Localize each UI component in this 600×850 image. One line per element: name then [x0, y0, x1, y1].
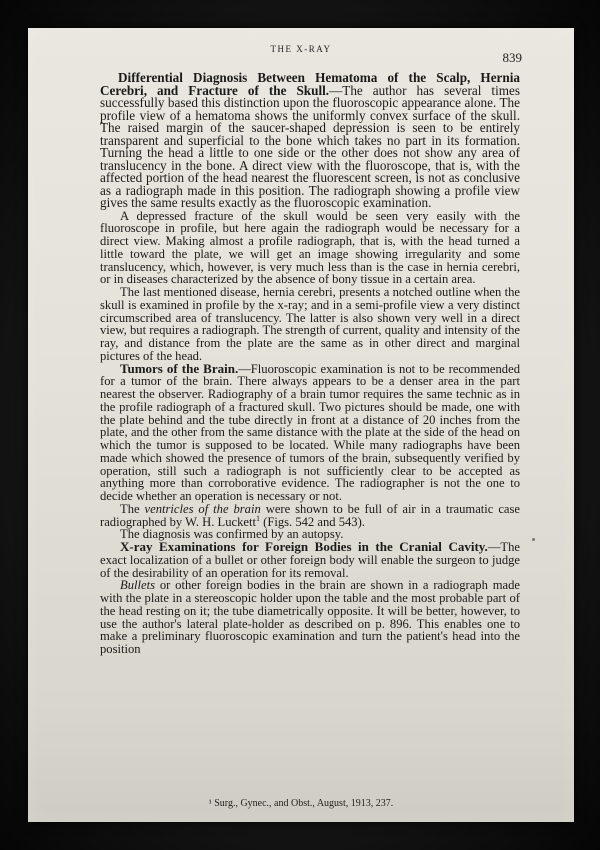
section-foreign-bodies — [100, 541, 520, 579]
footnote: ¹ Surg., Gynec., and Obst., August, 1913, 237. — [208, 798, 394, 809]
paragraph-bullets — [100, 579, 520, 656]
text-span: or other foreign bodies in the brain are shown in a radiograph made with the plate in a stereoscopic holder upon the table and the most probable part of the head resting on it; the tube diametrically opposite. It will be better, however, to use the author's lateral plate-holder as described on p. 896. This enables one to make a preliminary fluoroscopic examination and turn the patient's head into the position — [100, 578, 520, 656]
footnote-ref: 1 — [255, 513, 260, 523]
paragraph-text: —The exact localization of a bullet or other foreign body will enable the surgeon to judge of the desirability of an operation for its removal. — [100, 540, 520, 580]
section-title: Tumors of the Brain. — [120, 360, 239, 376]
paragraph: A depressed fracture of the skull would be seen very easily with the fluoroscope in profile, but here again the radiograph would be necessary for a direct view. Making almost a profile radiograph, that is, with the head turned a little toward the plate, we will get an image showing irregularity and some translucency, which, however, is very much less than is the case in hernia cerebri, or in diseases characterized by the absence of bony tissue in a certain area. — [100, 208, 520, 287]
running-head: THE X-RAY — [270, 44, 332, 54]
book-page — [28, 28, 574, 822]
section-heading-differential-diagnosis — [100, 72, 520, 210]
text-span: The — [120, 501, 145, 516]
paragraph-ventricles — [100, 503, 520, 529]
italic-term: ventricles of the brain — [144, 501, 261, 516]
section-title: Differential Diagnosis Between Hematoma of the Scalp, Hernia Cerebri, and Fracture of the Skull. — [100, 70, 520, 98]
paragraph: The diagnosis was confirmed by an autopsy. — [120, 527, 344, 542]
text-span: were shown to be full of air in a traumatic case radiographed by W. H. Luckett — [100, 501, 521, 529]
paper-speck — [532, 538, 535, 541]
page-number: 839 — [502, 50, 522, 65]
paragraph: —The author has several times successfully based this distinction upon the fluoroscopic appearance alone. The profile view of a hematoma shows the uniformly convex surface of the skull. The raised margin of the saucer-shaped depression is seen to be entirely transparent and superficial to the bone which takes no part in its formation. Turning the head a little to one side or the other does not show any area of translucency in the bone. A direct view with the fluoroscope, that is, with the affected portion of the head nearest the fluorescent screen, is not as conclusive as a radiograph made in this position. The radiograph showing a profile view gives the same results exactly as the fluoroscopic examination. — [100, 82, 521, 210]
section-title: X-ray Examinations for Foreign Bodies in the Cranial Cavity. — [120, 539, 488, 554]
italic-term: Bullets — [120, 578, 155, 593]
paragraph-text: —Fluoroscopic examination is not to be recommended for a tumor of the brain. There always appears to be a denser area in the part nearest the observer. Radiography of a brain tumor requires the same technic as in the profile radiograph of a fractured skull. Two pictures should be made, one with the plate behind and the tube directly in front at a distance of 20 inches from the plate, and the other from the same distance with the plate at the side of the head on which the tumor is supposed to be located. While many radiographs have been made which showed the presence of tumors of the brain, subsequently verified by operation, still such a radiograph is not sufficiently clear to be accepted as anything more than corroborative evidence. The radiographer is not the one to decide whether an operation is necessary or not. — [100, 361, 520, 503]
page-body — [100, 72, 520, 656]
text-span: (Figs. 542 and 543). — [259, 514, 365, 529]
paragraph: The last mentioned disease, hernia cerebri, presents a notched outline when the skull is examined in profile by the x-ray; and in a semi-profile view a very distinct circumscribed area of translucency. The latter is also shown very well in a direct view, but requires a radiograph. The strength of current, quality and intensity of the ray, and distance from the plate are the same as in other direct and marginal pictures of the head. — [100, 285, 520, 363]
section-tumors-of-brain — [100, 360, 520, 503]
